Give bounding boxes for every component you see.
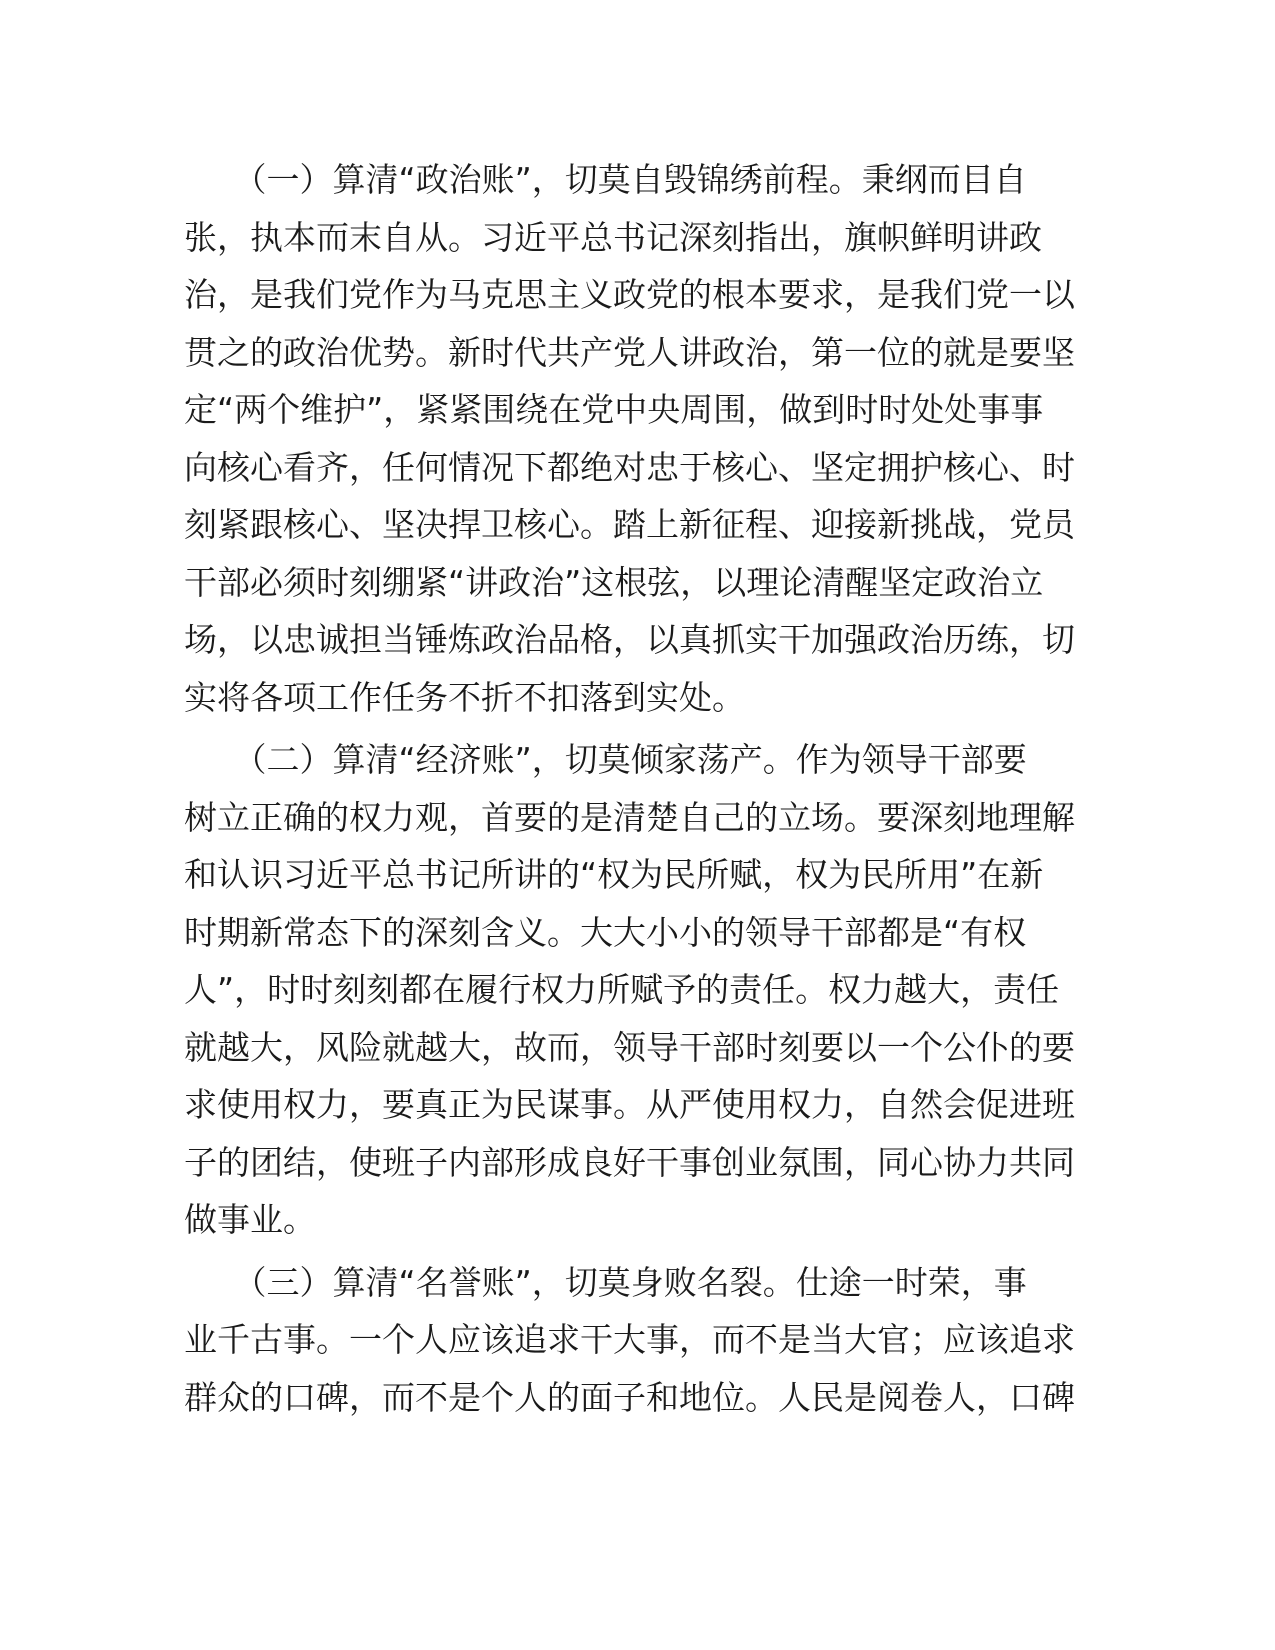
text-line: 群众的口碑，而不是个人的面子和地位。人民是阅卷人，口碑	[184, 1377, 1075, 1417]
text-line: 干部必须时刻绷紧“讲政治”这根弦，以理论清醒坚定政治立	[184, 562, 1044, 602]
text-line: 张，执本而末自从。习近平总书记深刻指出，旗帜鲜明讲政	[184, 217, 1042, 257]
text-line: 做事业。	[184, 1200, 316, 1239]
text-line: 场，以忠诚担当锤炼政治品格，以真抓实干加强政治历练，切	[184, 620, 1075, 659]
text-line: 求使用权力，要真正为民谋事。从严使用权力，自然会促进班	[184, 1085, 1075, 1124]
text-line: 业千古事。一个人应该追求干大事，而不是当大官；应该追求	[184, 1320, 1075, 1359]
paragraph-economic-account	[184, 731, 1099, 1249]
text-line: 人”，时时刻刻都在履行权力所赋予的责任。权力越大，责任	[184, 970, 1060, 1009]
text-line: 治，是我们党作为马克思主义政党的根本要求，是我们党一以	[184, 275, 1075, 314]
document-body	[184, 151, 1099, 1426]
text-line: 树立正确的权力观，首要的是清楚自己的立场。要深刻地理解	[184, 797, 1075, 837]
text-line: 实将各项工作任务不折不扣落到实处。	[184, 677, 745, 717]
text-line: 就越大，风险就越大，故而，领导干部时刻要以一个公仆的要	[184, 1027, 1075, 1067]
text-line: （三）算清“名誉账”，切莫身败名裂。仕途一时荣，事	[184, 1262, 1027, 1302]
paragraph-political-account	[184, 151, 1099, 726]
text-line: 和认识习近平总书记所讲的“权为民所赋，权为民所用”在新	[184, 855, 1044, 894]
paragraph-reputation-account	[184, 1254, 1099, 1427]
text-line: （二）算清“经济账”，切莫倾家荡产。作为领导干部要	[184, 740, 1027, 779]
text-line: 子的团结，使班子内部形成良好干事创业氛围，同心协力共同	[184, 1142, 1075, 1182]
text-line: 向核心看齐，任何情况下都绝对忠于核心、坚定拥护核心、时	[184, 447, 1075, 487]
text-line: 时期新常态下的深刻含义。大大小小的领导干部都是“有权	[184, 912, 1027, 952]
text-line: 刻紧跟核心、坚决捍卫核心。踏上新征程、迎接新挑战，党员	[184, 505, 1075, 544]
text-line: 贯之的政治优势。新时代共产党人讲政治，第一位的就是要坚	[184, 332, 1075, 372]
text-line: （一）算清“政治账”，切莫自毁锦绣前程。秉纲而目自	[184, 160, 1027, 199]
text-line: 定“两个维护”，紧紧围绕在党中央周围，做到时时处处事事	[184, 390, 1044, 429]
